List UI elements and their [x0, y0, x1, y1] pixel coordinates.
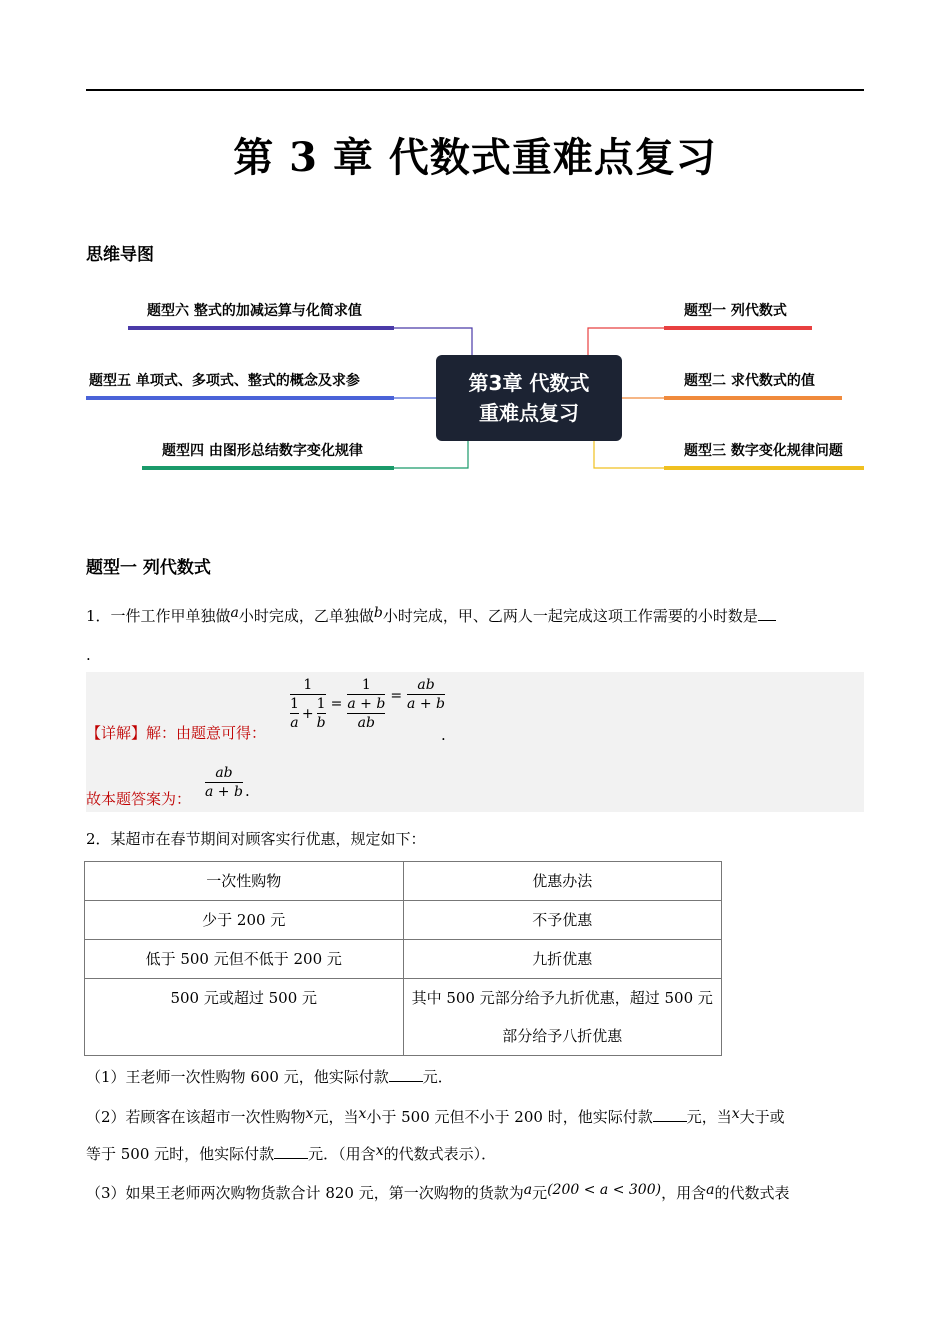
mindmap-node-type3: 题型三 数字变化规律问题: [684, 443, 843, 459]
fraction-result: $\frac{ab}{a + b}$: [407, 677, 445, 712]
answer-blank: [653, 1107, 687, 1122]
table-header: 优惠办法: [403, 862, 722, 901]
answer-conclusion: 故本题答案为：: [86, 790, 192, 808]
table-row: [85, 979, 722, 1056]
mindmap-node-type6: 题型六 整式的加减运算与化简求值: [147, 303, 362, 319]
var-a: a: [230, 605, 239, 621]
question-2-1: （1）王老师一次性购物 600 元，他实际付款 元．: [86, 1068, 453, 1086]
table-row: [85, 940, 722, 979]
question-2-intro: 2．某超市在春节期间对顾客实行优惠，规定如下：: [86, 830, 426, 848]
answer-blank: [274, 1144, 308, 1159]
fraction-final: $\frac{ab}{a + b}$: [205, 765, 243, 800]
table-header-row: [85, 862, 722, 901]
connector-type3: [594, 441, 664, 468]
mindmap-node-type1: 题型一 列代数式: [684, 303, 787, 319]
connector-type1: [588, 328, 664, 355]
question-2-2: （2）若顾客在该超市一次性购物x元，当x小于 500 元但不小于 200 时，他实际付款 元，当x大于或: [86, 1106, 785, 1126]
mindmap-center-line2: 重难点复习: [479, 401, 579, 425]
mindmap-node-type4: 题型四 由图形总结数字变化规律: [162, 443, 363, 459]
var-b: b: [373, 605, 383, 621]
connector-type6: [128, 328, 472, 355]
mindmap-center-node: [436, 355, 622, 441]
mindmap-heading: 思维导图: [86, 245, 154, 265]
question-2-2-cont: 等于 500 元时，他实际付款 元．（用含x的代数式表示）．: [86, 1143, 497, 1163]
mindmap-node-type5: 题型五 单项式、多项式、整式的概念及求参: [89, 373, 360, 389]
header-rule: [86, 89, 864, 91]
answer-final: $\frac{ab}{a + b}$ .: [205, 765, 250, 800]
answer-lead-period: .: [441, 726, 446, 744]
table-row: [85, 901, 722, 940]
fraction-complex: 1 $\frac{1}{a}$ + $\frac{1}{b}$: [290, 677, 326, 731]
table-cell: 低于 500 元但不低于 200 元: [85, 940, 404, 979]
answer-lead: 【详解】解：由题意可得：: [86, 724, 267, 742]
question-1: 1．一件工作甲单独做a小时完成，乙单独做b小时完成，甲、乙两人一起完成这项工作需要的小时数是: [86, 603, 776, 626]
answer-equation: 1 $\frac{1}{a}$ + $\frac{1}{b}$ = $\frac{1}{\frac{a + b}{ab}}$ = $\frac{ab}{a + b}$: [290, 677, 445, 731]
answer-blank: [389, 1067, 423, 1082]
mindmap-node-type2: 题型二 求代数式的值: [684, 373, 815, 389]
question-2-3: （3）如果王老师两次购物货款合计 820 元，第一次购物的货款为a元(200 < a < 300)，用含a的代数式表: [86, 1182, 790, 1202]
table-header: 一次性购物: [85, 862, 404, 901]
table-cell: 500 元或超过 500 元: [85, 979, 404, 1056]
fraction-middle: $\frac{1}{\frac{a + b}{ab}}$: [347, 677, 386, 731]
page-title: 第 3 章 代数式重难点复习: [233, 134, 717, 181]
answer-blank: [758, 606, 776, 621]
table-cell: 其中 500 元部分给予九折优惠，超过 500 元部分给予八折优惠: [403, 979, 722, 1056]
table-cell: 少于 200 元: [85, 901, 404, 940]
table-cell: 不予优惠: [403, 901, 722, 940]
discount-table: [84, 861, 722, 1056]
section-heading-type1: 题型一 列代数式: [86, 558, 211, 578]
question-1-period: .: [86, 646, 91, 664]
table-cell: 九折优惠: [403, 940, 722, 979]
mindmap-center-line1: 第3章 代数式: [468, 371, 590, 395]
